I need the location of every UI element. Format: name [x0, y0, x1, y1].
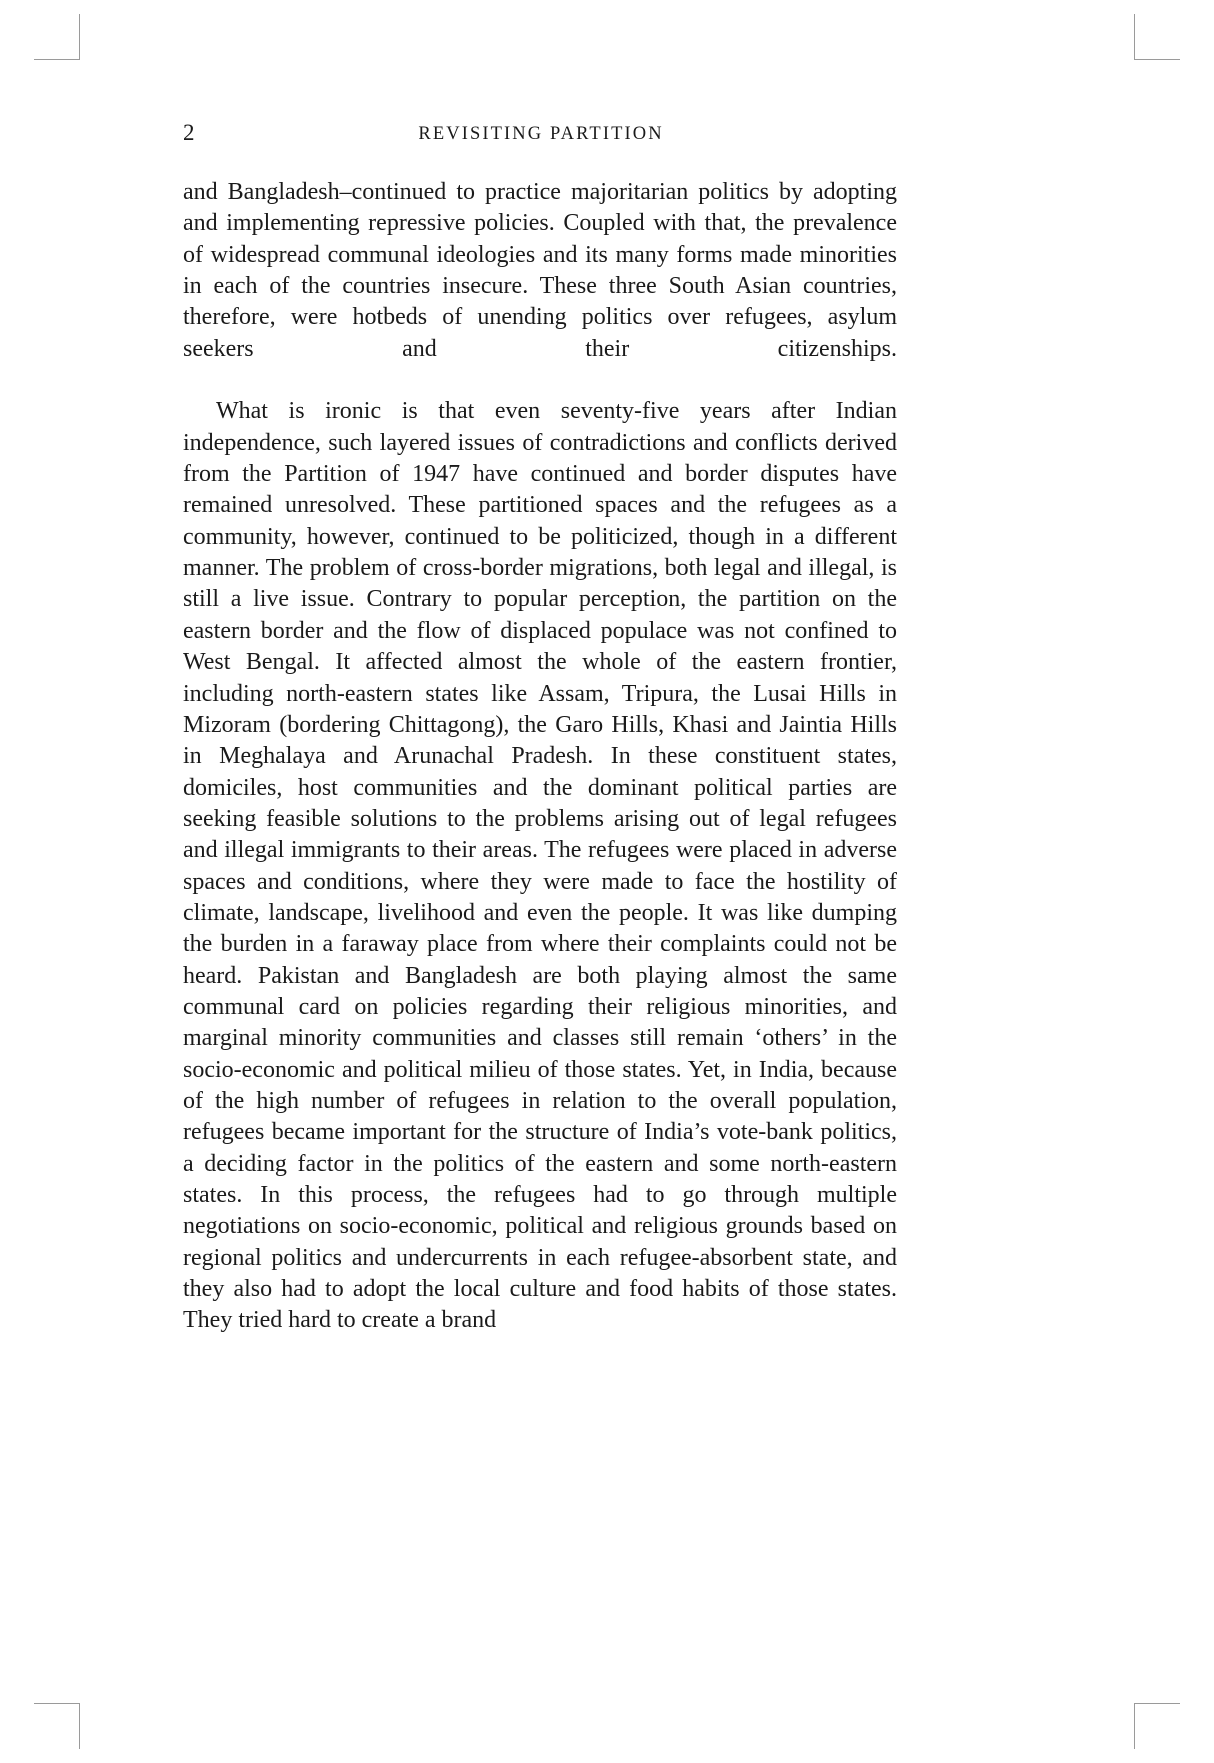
crop-mark-horizontal-rule [1134, 59, 1180, 60]
crop-mark-vertical-rule [79, 1703, 80, 1749]
running-title: REVISITING PARTITION [418, 124, 664, 144]
running-head [183, 118, 897, 162]
crop-mark-vertical-rule [1134, 14, 1135, 60]
crop-mark-bottom-left [34, 1703, 80, 1749]
paragraph-continuation: and Bangladesh–continued to practice majoritarian politics by adopting and implementing repressive policies. Coupled with that, the prevalence of widespread communal ideologies and its many forms made minorities in each of the countries insecure. These three South Asian countries, therefore, were hotbeds of unending politics over refugees, asylum seekers and their citizenships. [183, 179, 897, 362]
crop-mark-bottom-right [1134, 1703, 1180, 1749]
crop-mark-vertical-rule [79, 14, 80, 60]
crop-mark-horizontal-rule [34, 1703, 80, 1704]
paragraph-ironic: What is ironic is that even seventy-five years after Indian independence, such layered issues of contradictions and conflicts derived from the Partition of 1947 have continued and border disputes have remained unresolved. These partitioned spaces and the refugees as a community, however, continued to be politicized, though in a different manner. The problem of cross-border migrations, both legal and illegal, is still a live issue. Contrary to popular perception, the partition on the eastern border and the flow of displaced populace was not confined to West Bengal. It affected almost the whole of the eastern frontier, including north-eastern states like Assam, Tripura, the Lusai Hills in Mizoram (bordering Chittagong), the Garo Hills, Khasi and Jaintia Hills in Meghalaya and Arunachal Pradesh. In these constituent states, domiciles, host communities and the dominant political parties are seeking feasible solutions to the problems arising out of legal refugees and illegal immigrants to their areas. The refugees were placed in adverse spaces and conditions, where they were made to face the hostility of climate, landscape, livelihood and even the people. It was like dumping the burden in a faraway place from where their complaints could not be heard. Pakistan and Bangladesh are both playing almost the same communal card on policies regarding their religious minorities, and marginal minority communities and classes still remain ‘others’ in the socio-economic and political milieu of those states. Yet, in India, because of the high number of refugees in relation to the overall population, refugees became important for the structure of India’s vote-bank politics, a deciding factor in the politics of the eastern and some north-eastern states. In this process, the refugees had to go through multiple negotiations on socio-economic, political and religious grounds based on regional politics and undercurrents in each refugee-absorbent state, and they also had to adopt the local culture and food habits of those states. They tried hard to create a brand [183, 398, 897, 1334]
body-text [183, 177, 897, 1337]
crop-mark-horizontal-rule [1134, 1703, 1180, 1704]
crop-mark-horizontal-rule [34, 59, 80, 60]
crop-mark-vertical-rule [1134, 1703, 1135, 1749]
page-number: 2 [183, 120, 195, 145]
text-block [183, 118, 897, 1337]
crop-mark-top-left [34, 14, 80, 60]
crop-mark-top-right [1134, 14, 1180, 60]
